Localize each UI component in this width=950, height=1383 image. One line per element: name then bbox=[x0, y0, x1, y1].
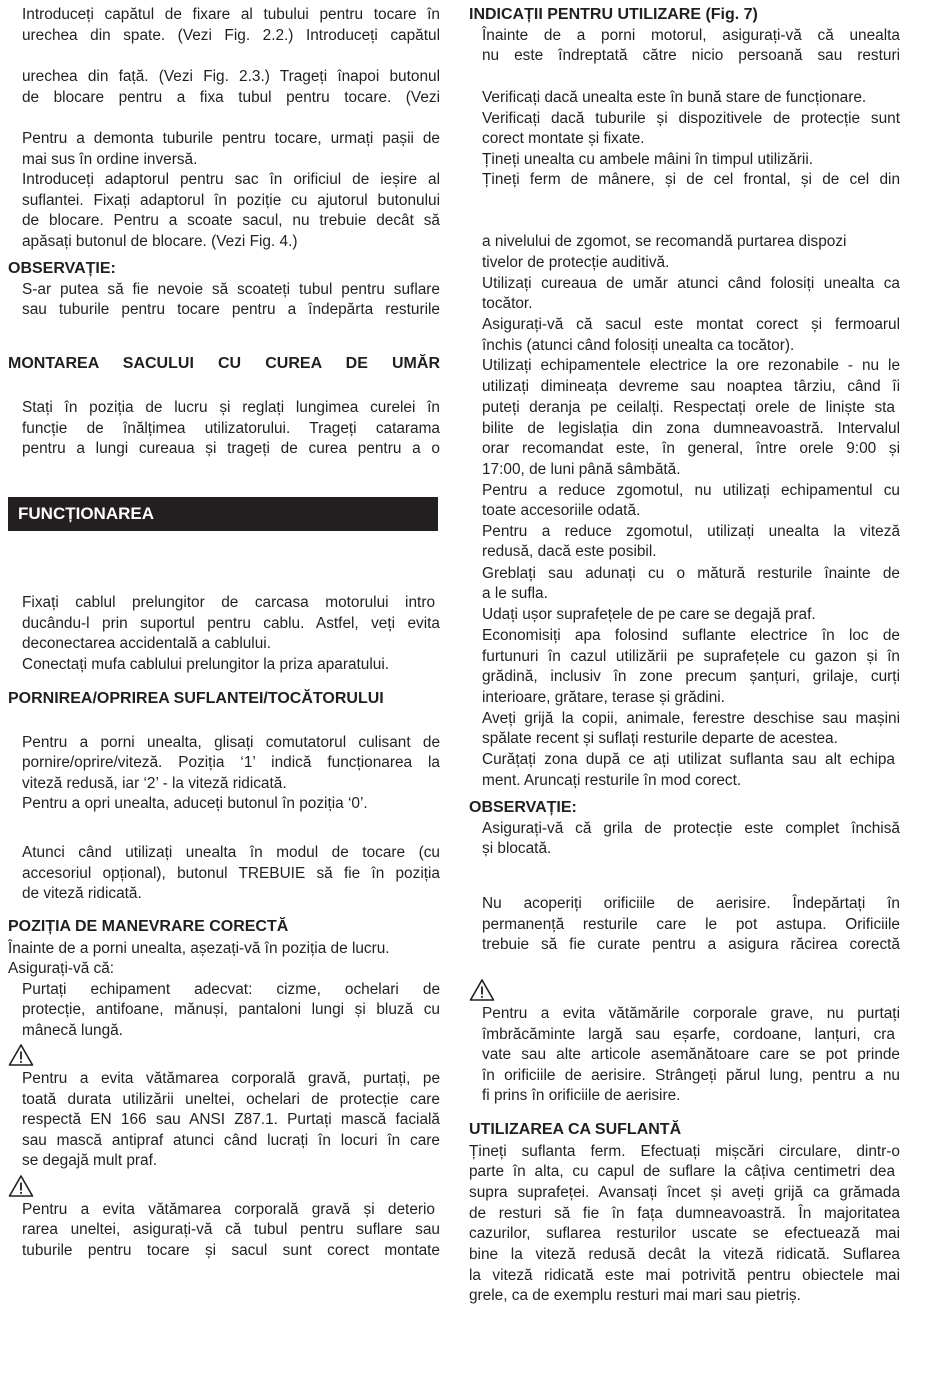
paragraph-line: Stați în poziția de lucru și reglați lungimea curelei în bbox=[22, 399, 440, 416]
paragraph-line: puteți deranja pe ceilalți. Respectați orele de liniște sta bbox=[482, 399, 895, 416]
paragraph-line: parte în alta, cu capul de suflare la câțiva centimetri dea bbox=[469, 1163, 895, 1180]
paragraph-line: Greblați sau adunați cu o mătură resturile înainte de bbox=[482, 565, 900, 582]
paragraph-line: a nivelului de zgomot, se recomandă purtarea dispozi bbox=[482, 233, 847, 250]
paragraph-line: fi prins în orificiile de aerisire. bbox=[482, 1087, 681, 1104]
paragraph-line: Asigurați-vă că: bbox=[8, 960, 115, 977]
paragraph-line: în orificiile de aerisire. Strângeți părul lung, pentru a nu bbox=[482, 1067, 900, 1084]
paragraph-line: de viteză ridicată. bbox=[22, 885, 142, 902]
paragraph-line: viteză redusă, iar ‘2’ - la viteză ridicată. bbox=[22, 775, 287, 792]
paragraph-line: accesoriul opțional), butonul TREBUIE să fie în poziția bbox=[22, 865, 440, 882]
paragraph-line: sau mască antipraf atunci când lucrați în locuri în care bbox=[22, 1132, 440, 1149]
observation-heading: OBSERVAȚIE: bbox=[469, 799, 577, 816]
paragraph-line: mai sus în ordine inversă. bbox=[22, 151, 198, 168]
paragraph-line: ment. Aruncați resturile în mod corect. bbox=[482, 772, 742, 789]
paragraph-line: bine la viteză redusă decât la viteză ridicată. Suflarea bbox=[469, 1246, 900, 1263]
paragraph-line: suflantei. Fixați adaptorul în poziție cu ajutorul butonului bbox=[22, 192, 440, 209]
section-heading-blower-use: UTILIZAREA CA SUFLANTĂ bbox=[469, 1121, 682, 1138]
paragraph-line: Pentru a evita vătămările corporale grave, nu purtați bbox=[482, 1005, 900, 1022]
paragraph-line: funcție de înălțimea utilizatorului. Trageți catarama bbox=[22, 420, 440, 437]
paragraph-line: la viteză ridicată este mai potrivită pentru obiectele mai bbox=[469, 1267, 900, 1284]
paragraph-line: Înainte de a porni motorul, asigurați-vă că unealta bbox=[482, 27, 900, 44]
paragraph-line: Utilizați cureaua de umăr atunci când folosiți unealta ca bbox=[482, 275, 900, 292]
paragraph-line: de blocare pentru a fixa tubul pentru tocare. (Vezi bbox=[22, 89, 440, 106]
paragraph-line: deconectarea accidentală a cablului. bbox=[22, 635, 271, 652]
paragraph-line: Economisiți apa folosind suflante electrice în loc de bbox=[482, 627, 900, 644]
paragraph-line: pentru a lungi cureaua și trageți de curea pentru a o bbox=[22, 440, 440, 457]
paragraph-line: supra suprafeței. Avansați încet și aveți grijă ca grămada bbox=[469, 1184, 900, 1201]
paragraph-line: se degajă mult praf. bbox=[22, 1152, 158, 1169]
paragraph-line: Introduceți adaptorul pentru sac în orificiul de ieșire al bbox=[22, 171, 440, 188]
section-heading-shoulder-strap: MONTAREA SACULUI CU CUREA DE UMĂR bbox=[8, 355, 440, 372]
paragraph-line: Nu acoperiți orificiile de aerisire. Îndepărtați în bbox=[482, 895, 900, 912]
section-banner-operation bbox=[8, 497, 438, 531]
paragraph-line: Pentru a evita vătămarea corporală gravă și deterio bbox=[22, 1201, 435, 1218]
paragraph-line: rarea uneltei, asigurați-vă că tubul pentru suflare sau bbox=[22, 1221, 440, 1238]
paragraph-line: cazurilor, suflarea resturilor uscate se efectuează mai bbox=[469, 1225, 900, 1242]
observation-heading: OBSERVAȚIE: bbox=[8, 260, 116, 277]
paragraph-line: Pentru a reduce zgomotul, nu utilizați echipamentul cu bbox=[482, 482, 900, 499]
paragraph-line: vate sau alte articole asemănătoare care se pot prinde bbox=[482, 1046, 900, 1063]
paragraph-line: Pentru a opri unealta, aduceți butonul în poziția ‘0’. bbox=[22, 795, 368, 812]
paragraph-line: Introduceți capătul de fixare al tubului pentru tocare în bbox=[22, 6, 440, 23]
paragraph-line: tocător. bbox=[482, 295, 533, 312]
paragraph-line: Asigurați-vă că grila de protecție este complet închisă bbox=[482, 820, 900, 837]
paragraph-line: Utilizați echipamentele electrice la ore rezonabile - nu le bbox=[482, 357, 900, 374]
paragraph-line: Udați ușor suprafețele de pe care se degajă praf. bbox=[482, 606, 816, 623]
paragraph-line: Țineți ferm de mânere, și de cel frontal, și de cel din bbox=[482, 171, 900, 188]
paragraph-line: permanență resturile care le pot astupa. Orificiile bbox=[482, 916, 900, 933]
paragraph-line: trebuie să fie curate pentru a asigura răcirea corectă bbox=[482, 936, 900, 953]
paragraph-line: Țineți unealta cu ambele mâini în timpul utilizării. bbox=[482, 151, 814, 168]
paragraph-line: Conectați mufa cablului prelungitor la priza aparatului. bbox=[22, 656, 390, 673]
paragraph-line: tuburile pentru tocare și sacul sunt corect montate bbox=[22, 1242, 440, 1259]
warning-icon bbox=[8, 1043, 34, 1067]
paragraph-line: toate accesoriile odată. bbox=[482, 502, 641, 519]
paragraph-line: Curățați zona după ce ați utilizat suflanta sau alt echipa bbox=[482, 751, 895, 768]
paragraph-line: protecție, antifoane, mănuși, pantaloni lungi și bluză cu bbox=[22, 1001, 440, 1018]
paragraph-line: îmbrăcăminte largă sau eșarfe, cordoane, lanțuri, cra bbox=[482, 1026, 895, 1043]
paragraph-line: interioare, grătare, terase și grădini. bbox=[482, 689, 725, 706]
paragraph-line: Verificați dacă tuburile și dispozitivele de protecție sunt bbox=[482, 110, 900, 127]
paragraph-line: apăsați butonul de blocare. (Vezi Fig. 4.) bbox=[22, 233, 298, 250]
paragraph-line: bilite de legislația din zona dumneavoastră. Intervalul bbox=[482, 420, 900, 437]
paragraph-line: corect montate și fixate. bbox=[482, 130, 645, 147]
paragraph-line: a le sufla. bbox=[482, 585, 548, 602]
paragraph-line: urechea din față. (Vezi Fig. 2.3.) Trageți înapoi butonul bbox=[22, 68, 440, 85]
paragraph-line: Purtați echipament adecvat: cizme, ochelari de bbox=[22, 981, 440, 998]
paragraph-line: ducându-l prin suportul pentru cablu. Astfel, veți evita bbox=[22, 615, 440, 632]
paragraph-line: Pentru a porni unealta, glisați comutatorul culisant de bbox=[22, 734, 440, 751]
paragraph-line: tivelor de protecție auditivă. bbox=[482, 254, 670, 271]
paragraph-line: grădină, inclusiv în zone precum șanțuri, grilaje, curți bbox=[482, 668, 900, 685]
paragraph-line: Pentru a evita vătămarea corporală gravă, purtați, pe bbox=[22, 1070, 440, 1087]
paragraph-line: sau tuburile pentru tocare pentru a îndepărta resturile bbox=[22, 301, 440, 318]
paragraph-line: nu este îndreptată către nicio persoană sau resturi bbox=[482, 47, 900, 64]
section-heading-handling-position: POZIȚIA DE MANEVRARE CORECTĂ bbox=[8, 918, 289, 935]
section-heading-usage-instructions: INDICAȚII PENTRU UTILIZARE (Fig. 7) bbox=[469, 6, 758, 23]
paragraph-line: și blocată. bbox=[482, 840, 552, 857]
paragraph-line: Verificați dacă unealta este în bună stare de funcționare. bbox=[482, 89, 867, 106]
paragraph-line: Aveți grijă la copii, animale, ferestre deschise sau mașini bbox=[482, 710, 900, 727]
paragraph-line: 17:00, de luni până sâmbătă. bbox=[482, 461, 681, 478]
paragraph-line: de blocare. Pentru a scoate sacul, nu trebuie decât să bbox=[22, 212, 440, 229]
paragraph-line: furtunuri în cazul utilizării pe suprafețele cu gazon și în bbox=[482, 648, 900, 665]
paragraph-line: Fixați cablul prelungitor de carcasa motorului intro bbox=[22, 594, 435, 611]
paragraph-line: orar recomandat este, în general, între orele 9:00 și bbox=[482, 440, 900, 457]
paragraph-line: toată durata utilizării uneltei, ochelari de protecție care bbox=[22, 1091, 440, 1108]
section-heading-start-stop: PORNIREA/OPRIREA SUFLANTEI/TOCĂTORULUI bbox=[8, 690, 384, 707]
paragraph-line: utilizați dimineața devreme sau noaptea târziu, când îi bbox=[482, 378, 900, 395]
paragraph-line: S-ar putea să fie nevoie să scoateți tubul pentru suflare bbox=[22, 281, 440, 298]
paragraph-line: Înainte de a porni unealta, așezați-vă în poziția de lucru. bbox=[8, 940, 390, 957]
paragraph-line: de resturi să fie în fața dumneavoastră. În majoritatea bbox=[469, 1205, 900, 1222]
banner-title: FUNCȚIONAREA bbox=[18, 504, 154, 523]
paragraph-line: pornire/oprire/viteză. Poziția ‘1’ indică funcționarea la bbox=[22, 754, 440, 771]
paragraph-line: mânecă lungă. bbox=[22, 1022, 123, 1039]
paragraph-line: spălate recent și suflați resturile departe de acestea. bbox=[482, 730, 838, 747]
paragraph-line: redusă, dacă este posibil. bbox=[482, 543, 657, 560]
paragraph-line: urechea din spate. (Vezi Fig. 2.2.) Introduceți capătul bbox=[22, 27, 440, 44]
paragraph-line: Asigurați-vă că sacul este montat corect și fermoarul bbox=[482, 316, 900, 333]
paragraph-line: închis (atunci când folosiți unealta ca tocător). bbox=[482, 337, 795, 354]
paragraph-line: Pentru a demonta tuburile pentru tocare, urmați pașii de bbox=[22, 130, 440, 147]
warning-icon bbox=[469, 978, 495, 1002]
paragraph-line: respectă EN 166 sau ANSI Z87.1. Purtați mască facială bbox=[22, 1111, 440, 1128]
paragraph-line: Atunci când utilizați unealta în modul de tocare (cu bbox=[22, 844, 440, 861]
paragraph-line: Pentru a reduce zgomotul, utilizați unealta la viteză bbox=[482, 523, 900, 540]
warning-icon bbox=[8, 1174, 34, 1198]
paragraph-line: Țineți suflanta ferm. Efectuați mișcări circulare, dintr-o bbox=[469, 1143, 900, 1160]
paragraph-line: grele, ca de exemplu resturi mai mari sau pietriș. bbox=[469, 1287, 801, 1304]
